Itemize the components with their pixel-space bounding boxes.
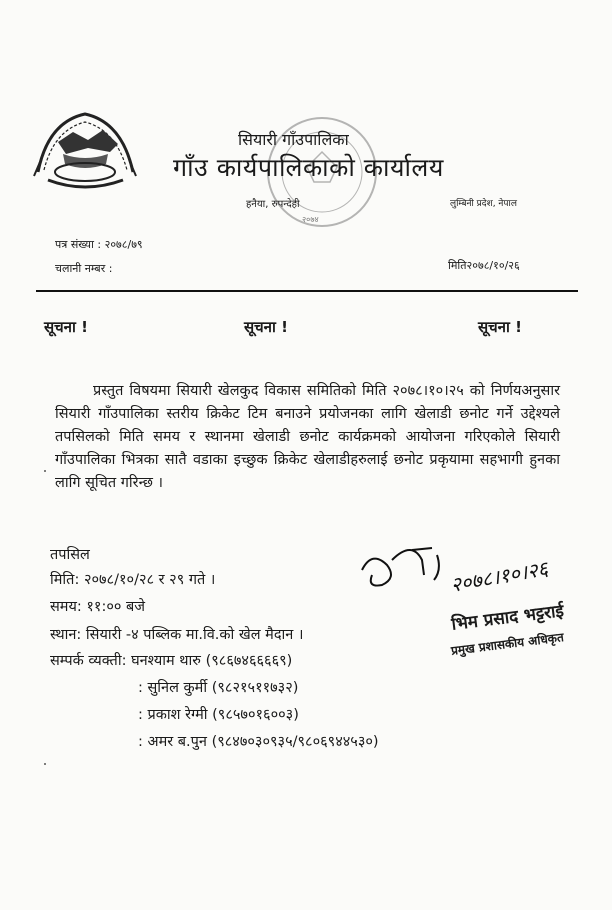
margin-mark — [44, 470, 46, 472]
contact-person-4: : अमर ब.पुन (९८४७०३०९३५/९८०६९४४५३०) — [138, 734, 379, 750]
handwritten-signature — [352, 530, 582, 610]
header-divider — [36, 290, 578, 292]
government-emblem-logo — [28, 102, 143, 194]
event-date: मिति: २०७८/१०/२८ र २९ गते । — [50, 572, 216, 588]
province-label: लुम्बिनी प्रदेश, नेपाल — [450, 199, 517, 209]
office-name: गाँउ कार्यपालिकाको कार्यालय — [173, 153, 444, 182]
margin-mark — [44, 763, 46, 765]
details-heading: तपसिल — [50, 547, 90, 563]
dispatch-number: चलानी नम्बर : — [55, 262, 113, 275]
stamp-year: २०७४ — [302, 215, 319, 224]
event-time: समय: ११:०० बजे — [50, 599, 146, 615]
organization-name: सियारी गाँउपालिका — [238, 130, 349, 149]
contact-person-1: सम्पर्क व्यक्ती: घनश्याम थारु (९८६७४६६६६९) — [50, 653, 293, 669]
signature-date: २०७८।१०।२६ — [448, 556, 550, 597]
contact-person-3: : प्रकाश रेग्मी (९८५७०१६००३) — [138, 707, 299, 723]
letter-number: पत्र संख्या : २०७८/७९ — [55, 238, 143, 251]
notice-body-text: प्रस्तुत विषयमा सियारी खेलकुद विकास समितिको मिति २०७८।१०।२५ को निर्णयअनुसार सियारी गाँउपालिका स्तरीय क्रिकेट टिम बनाउने प्रयोजनका लागि खेलाडी छनोट गर्ने उद्देश्यले तपसिलको मिति समय र स्थानमा खेलाडी छनोट कार्यक्रमको आयोजना गरिएकोले सियारी गाँउपालिका भित्रका सातै वडाका इच्छुक क्रिकेट खेलाडीहरुलाई छनोट प्रकृयामा सहभागी हुनका लागि सूचित गरिन्छ । — [55, 383, 560, 491]
contact-person-2: : सुनिल कुर्मी (९८२१५११७३२) — [138, 680, 299, 696]
signatory-title: प्रमुख प्रशासकीय अधिकृत — [450, 630, 565, 658]
notice-heading-right: सूचना ! — [478, 318, 522, 336]
event-venue: स्थान: सियारी -४ पब्लिक मा.वि.को खेल मैदान । — [50, 627, 304, 643]
notice-heading-left: सूचना ! — [44, 318, 88, 336]
signatory-name: भिम प्रसाद भट्टराई — [450, 601, 565, 635]
notice-body — [55, 380, 560, 495]
letter-date: मिति२०७८/१०/२६ — [448, 259, 520, 272]
notice-heading-center: सूचना ! — [244, 318, 288, 336]
office-address: हनैया, रुपन्देही — [246, 199, 300, 210]
